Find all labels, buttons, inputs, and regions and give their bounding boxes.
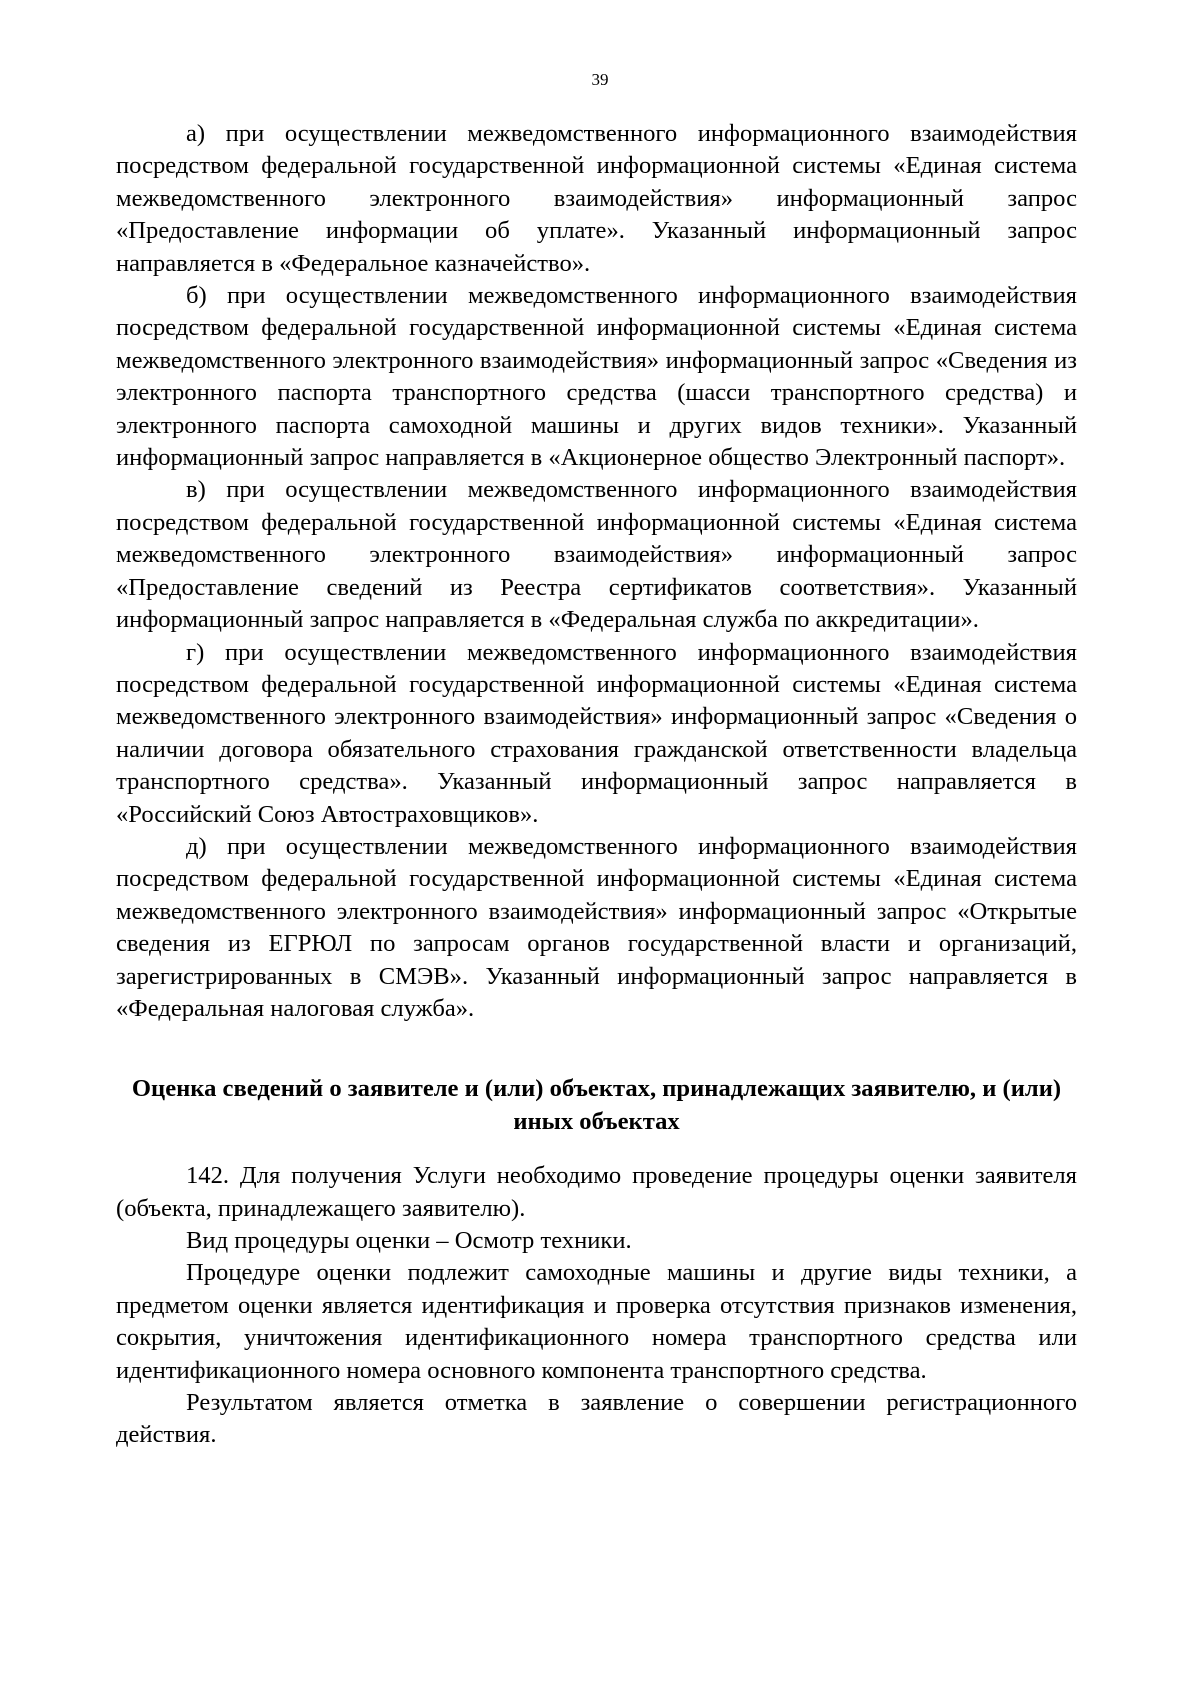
paragraph-v: в) при осуществлении межведомственного информационного взаимодействия посредством федеральной государственной информационной системы «Единая система межведомственного электронного взаимодействия» информационный запрос «Предоставление сведений из Реестра сертификатов соответствия». Указанный информационный запрос направляется в «Федеральная служба по аккредитации». (116, 476, 1077, 634)
paragraph-result: Результатом является отметка в заявление о совершении регистрационного действия. (116, 1389, 1077, 1449)
paragraph-142: 142. Для получения Услуги необходимо проведение процедуры оценки заявителя (объекта, принадлежащего заявителю). (116, 1162, 1077, 1222)
paragraph-d: д) при осуществлении межведомственного информационного взаимодействия посредством федеральной государственной информационной системы «Единая система межведомственного электронного взаимодействия» информационный запрос «Открытые сведения из ЕГРЮЛ по запросам органов государственной власти и организаций, зарегистрированных в СМЭВ». Указанный информационный запрос направляется в «Федеральная налоговая служба». (116, 832, 1077, 1022)
page-number: 39 (591, 70, 609, 89)
paragraph-procedure-type: Вид процедуры оценки – Осмотр техники. (186, 1227, 632, 1254)
paragraph-a: а) при осуществлении межведомственного информационного взаимодействия посредством федеральной государственной информационной системы «Единая система межведомственного электронного взаимодействия» информационный запрос «Предоставление информации об уплате». Указанный информационный запрос направляется в «Федеральное казначейство». (116, 120, 1077, 277)
paragraph-g: г) при осуществлении межведомственного информационного взаимодействия посредством федеральной государственной информационной системы «Единая система межведомственного электронного взаимодействия» информационный запрос «Сведения о наличии договора обязательного страхования гражданской ответственности владельца транспортного средства». Указанный информационный запрос направляется в «Российский Союз Автостраховщиков». (116, 638, 1077, 828)
section-heading: Оценка сведений о заявителе и (или) объектах, принадлежащих заявителю, и (или) иных объектах (131, 1075, 1062, 1135)
page-content (116, 118, 1077, 1452)
paragraph-procedure-subject: Процедуре оценки подлежит самоходные машины и другие виды техники, а предметом оценки является идентификация и проверка отсутствия признаков изменения, сокрытия, уничтожения идентификационного номера транспортного средства или идентификационного номера основного компонента транспортного средства. (116, 1259, 1077, 1384)
paragraph-b: б) при осуществлении межведомственного информационного взаимодействия посредством федеральной государственной информационной системы «Единая система межведомственного электронного взаимодействия» информационный запрос «Сведения из электронного паспорта транспортного средства (шасси транспортного средства) и электронного паспорта самоходной машины и других видов техники». Указанный информационный запрос направляется в «Акционерное общество Электронный паспорт». (116, 282, 1077, 472)
